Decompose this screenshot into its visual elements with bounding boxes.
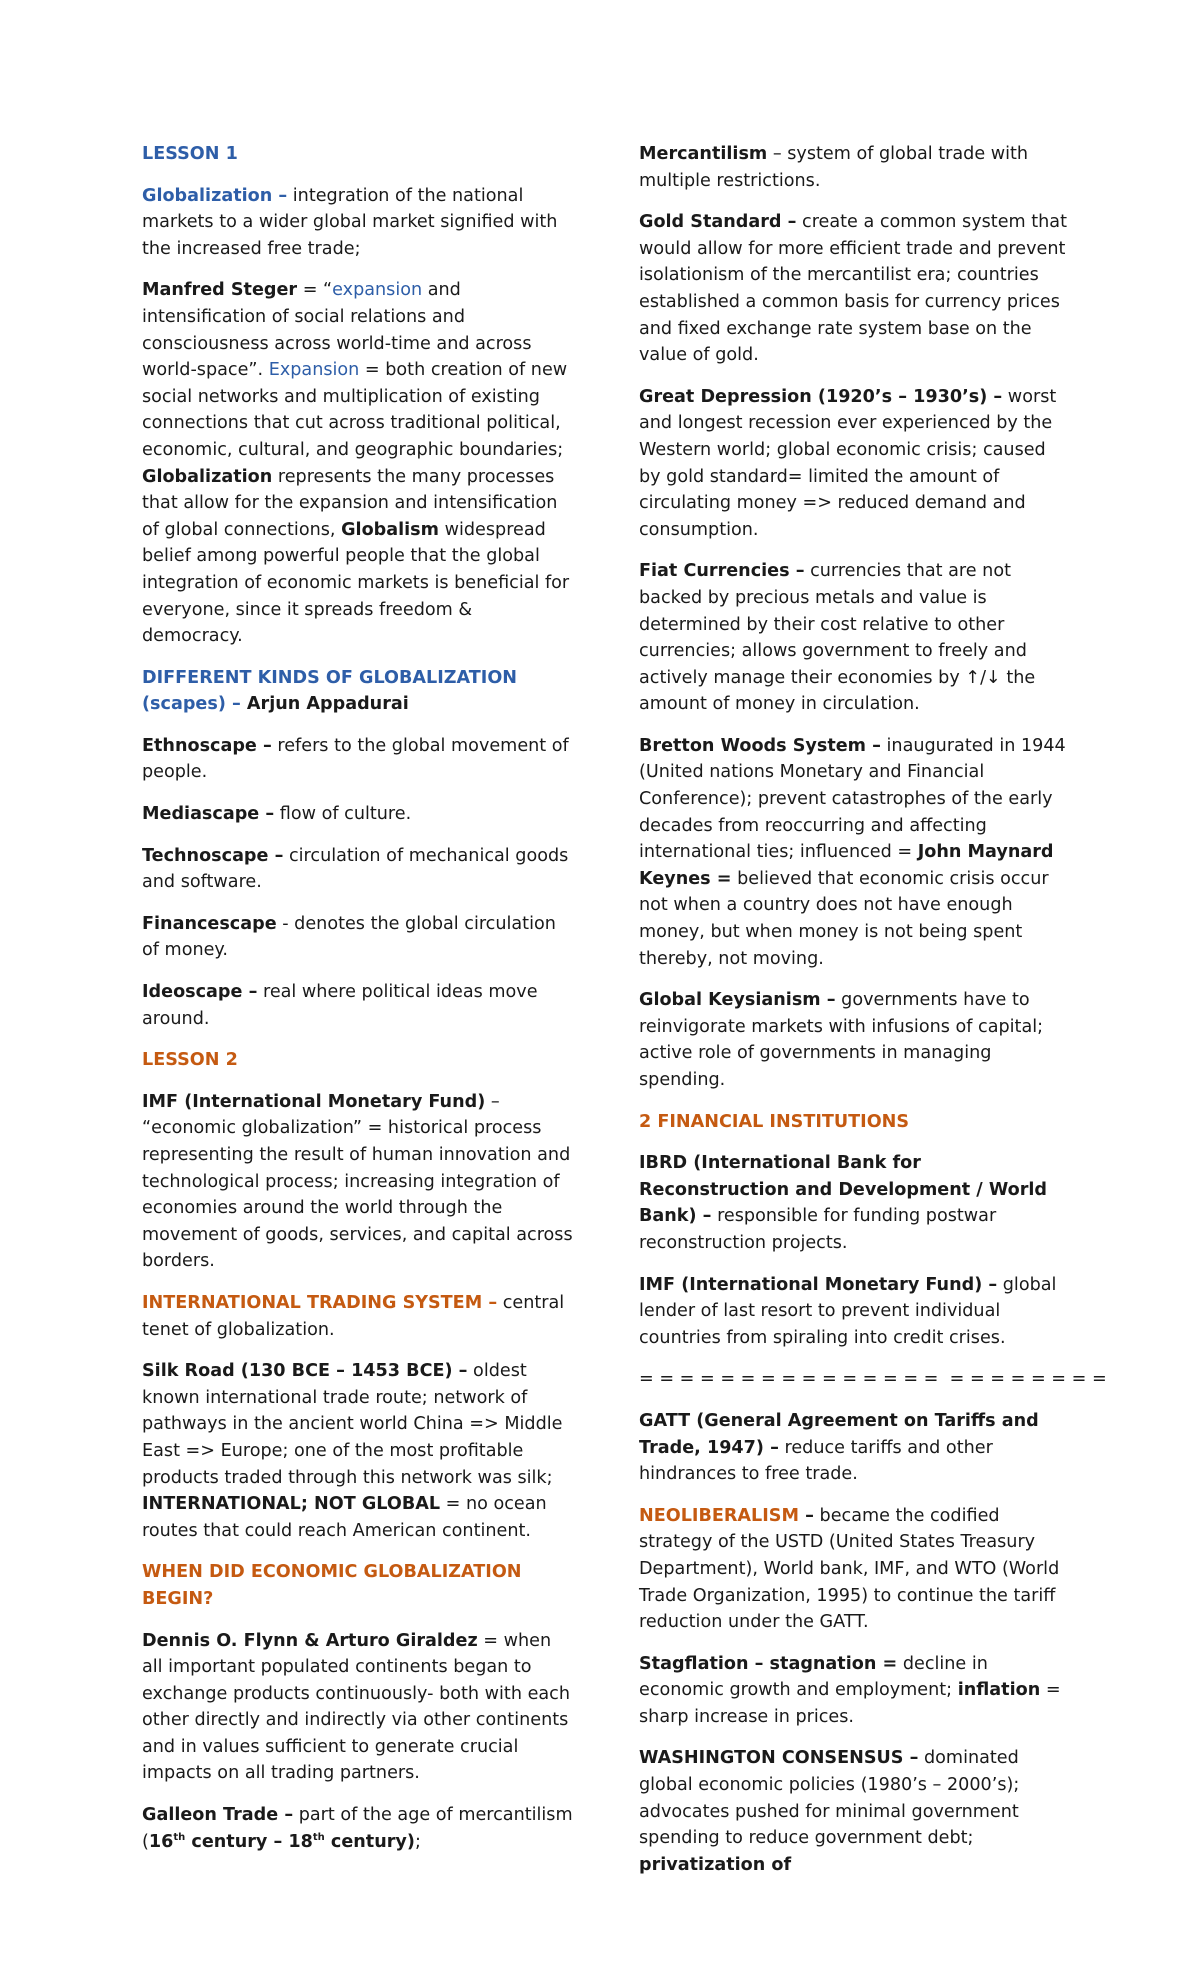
imf-econ-entry — [142, 1089, 574, 1275]
imf-definition: – “economic globalization” = historical process representing the result of human innovation and technological process; increasing integration of economies around the world through the movement of goods, services, and capital across borders. — [142, 1091, 573, 1272]
ibrd-entry — [639, 1150, 1071, 1256]
globalization-term: Globalization – — [142, 185, 288, 206]
right-column — [639, 141, 1107, 1893]
ethnoscape-definition: refers to the global movement of people. — [142, 735, 569, 783]
ideoscape-term: Ideoscape – — [142, 982, 258, 1003]
galleon-century-range — [149, 1832, 415, 1852]
trading-system-definition: central tenet of globalization. — [142, 1292, 565, 1340]
gold-standard-term: Gold Standard – — [639, 212, 797, 233]
washington-consensus-term: WASHINGTON CONSENSUS – — [639, 1748, 919, 1769]
neoliberalism-dash: – — [799, 1505, 814, 1526]
century-suffix-2: th — [312, 1831, 325, 1843]
steger-globalism: Globalism — [341, 519, 439, 540]
silk-road-term-2: INTERNATIONAL; NOT GLOBAL — [142, 1494, 441, 1515]
neoliberalism-entry — [639, 1503, 1071, 1636]
neoliberalism-definition: became the codified strategy of the USTD (United States Treasury Department), World bank, IMF, and WTO (World Trade Organization, 1995) to continue the tariff reduction under the GATT. — [639, 1505, 1060, 1633]
steger-entry — [142, 277, 574, 649]
stagflation-definition: decline in economic growth and employment; — [639, 1653, 988, 1701]
silk-road-definition-2: = no ocean routes that could reach American continent. — [142, 1494, 547, 1541]
century-middle: century – 18 — [185, 1831, 313, 1852]
keynes-term: John Maynard Keynes = — [639, 842, 1054, 889]
ibrd-term: IBRD (International Bank for Reconstruction and Development / World Bank) – — [639, 1153, 1048, 1227]
inflation-term: inflation — [957, 1680, 1041, 1701]
galleon-definition: part of the age of mercantilism ( — [142, 1805, 573, 1852]
section-divider: = = = = = = = = = = = = = = = = = = = = = = = — [639, 1369, 1107, 1390]
century-end: century) — [324, 1831, 415, 1852]
silk-road-term: Silk Road (130 BCE – 1453 BCE) – — [142, 1361, 468, 1382]
steger-text-4: represents the many processes that allow for the expansion and intensification of global connections, — [142, 466, 558, 540]
gatt-definition: reduce tariffs and other hindrances to free trade. — [639, 1437, 993, 1485]
galleon-entry — [142, 1802, 574, 1855]
silk-road-entry — [142, 1358, 574, 1544]
silk-road-definition: oldest known international trade route; network of pathways in the ancient world China => Middle East => Europe; one of the most profitable products traded through this network was silk; — [142, 1361, 563, 1488]
technoscape-definition: circulation of mechanical goods and software. — [142, 845, 569, 893]
globalization-definition: integration of the national markets to a wider global market signified with the increased free trade; — [142, 185, 558, 259]
mediascape-term: Mediascape – — [142, 804, 275, 825]
gatt-entry — [639, 1408, 1071, 1488]
mercantilism-term: Mercantilism — [639, 144, 768, 164]
financial-institutions-heading: 2 FINANCIAL INSTITUTIONS — [639, 1111, 910, 1132]
ethnoscape-term: Ethnoscape – — [142, 735, 272, 756]
ethnoscape-entry — [142, 733, 574, 786]
fiat-definition: currencies that are not backed by precious metals and value is determined by their cost relative to other currencies; allows government to freely and actively manage their economies by ↑/↓ the amount of money in circulation. — [639, 561, 1036, 715]
steger-text-2: and intensification of social relations and consciousness across world-time and across world-space”. — [142, 280, 532, 381]
scapes-author: Arjun Appadurai — [246, 694, 409, 715]
gatt-term: GATT (General Agreement on Tariffs and Trade, 1947) – — [639, 1410, 1039, 1458]
technoscape-entry — [142, 843, 574, 896]
steger-text-3: = both creation of new social networks and multiplication of existing connections that cut across traditional political, economic, cultural, and geographic boundaries; — [142, 360, 568, 460]
financescape-term: Financescape — [142, 913, 277, 934]
washington-consensus-entry — [639, 1745, 1071, 1878]
keynesianism-term: Global Keysianism – — [639, 990, 836, 1011]
mediascape-entry — [142, 801, 574, 828]
galleon-end: ; — [414, 1831, 421, 1852]
steger-text-1: = “ — [297, 280, 333, 301]
imf-term: IMF (International Monetary Fund) — [142, 1091, 486, 1112]
mercantilism-definition: – system of global trade with multiple restrictions. — [639, 144, 1029, 191]
globalization-entry — [142, 183, 574, 263]
ideoscape-definition: real where political ideas move around. — [142, 982, 538, 1029]
washington-consensus-definition: dominated global economic policies (1980’s – 2000’s); advocates pushed for minimal government spending to reduce government debt; — [639, 1748, 1020, 1849]
steger-expansion-1: expansion — [332, 280, 423, 301]
lesson-1-heading: LESSON 1 — [142, 144, 238, 164]
great-depression-entry — [639, 384, 1071, 544]
stagflation-entry — [639, 1651, 1071, 1731]
great-depression-term: Great Depression (1920’s – 1930’s) – — [639, 386, 1003, 407]
imf-lender-entry — [639, 1272, 1071, 1352]
fiat-term: Fiat Currencies – — [639, 561, 805, 582]
century-start: 16 — [148, 1831, 174, 1852]
trading-system-entry — [142, 1290, 574, 1343]
gold-standard-entry — [639, 209, 1071, 369]
financescape-definition: - denotes the global circulation of money. — [142, 913, 556, 961]
scapes-heading — [142, 665, 574, 718]
neoliberalism-term: NEOLIBERALISM — [639, 1505, 799, 1526]
flynn-entry — [142, 1628, 574, 1788]
financescape-entry — [142, 911, 574, 964]
bretton-woods-entry — [639, 733, 1071, 972]
steger-globalization: Globalization — [142, 466, 273, 487]
fiat-entry — [639, 558, 1071, 718]
ibrd-definition: responsible for funding postwar reconstruction projects. — [639, 1206, 997, 1253]
century-suffix-1: th — [173, 1831, 186, 1843]
flynn-term: Dennis O. Flynn & Arturo Giraldez — [142, 1630, 478, 1651]
lesson-2-heading: LESSON 2 — [142, 1050, 238, 1071]
mediascape-definition: flow of culture. — [274, 804, 412, 825]
ideoscape-entry — [142, 979, 574, 1032]
keynes-definition: believed that economic crisis occur not when a country does not have enough money, but when money is not being spent thereby, not moving. — [639, 868, 1049, 969]
great-depression-definition: worst and longest recession ever experienced by the Western world; global economic crisis; caused by gold standard= limited the amount of circulating money => reduced demand and consumption. — [639, 386, 1057, 540]
inflation-definition: = sharp increase in prices. — [639, 1680, 1061, 1727]
imf-lender-term: IMF (International Monetary Fund) – — [639, 1274, 998, 1295]
left-column — [142, 141, 574, 1870]
keynesianism-definition: governments have to reinvigorate markets with infusions of capital; active role of governments in managing spending. — [639, 990, 1044, 1090]
flynn-definition: = when all important populated continents began to exchange products continuously- both with each other directly and indirectly via other continents and in values sufficient to generate crucial impacts on all trading partners. — [142, 1630, 570, 1784]
bretton-woods-term: Bretton Woods System – — [639, 735, 881, 756]
scapes-title: DIFFERENT KINDS OF GLOBALIZATION (scapes) – — [142, 667, 518, 715]
steger-term: Manfred Steger — [142, 280, 298, 301]
mercantilism-entry — [639, 141, 1071, 194]
technoscape-term: Technoscape – — [142, 845, 284, 866]
steger-expansion-2: Expansion — [268, 360, 360, 381]
privatization-term: privatization of — [639, 1854, 792, 1875]
keynesianism-entry — [639, 987, 1071, 1093]
galleon-term: Galleon Trade – — [142, 1805, 294, 1826]
stagflation-term: Stagflation – stagnation = — [639, 1653, 898, 1674]
bretton-woods-definition: inaugurated in 1944 (United nations Monetary and Financial Conference); prevent catastrophes of the early decades from reoccurring and affecting international ties; influenced = — [639, 735, 1066, 863]
gold-standard-definition: create a common system that would allow for more efficient trade and prevent isolationism of the mercantilist era; countries established a common basis for currency prices and fixed exchange rate system base on the value of gold. — [639, 212, 1067, 366]
trading-system-term: INTERNATIONAL TRADING SYSTEM – — [142, 1292, 498, 1313]
steger-text-5: widespread belief among powerful people that the global integration of economic markets is beneficial for everyone, since it spreads freedom & democracy. — [142, 519, 570, 647]
imf-lender-definition: global lender of last resort to prevent individual countries from spiraling into credit crises. — [639, 1274, 1057, 1348]
when-globalization-heading: WHEN DID ECONOMIC GLOBALIZATION BEGIN? — [142, 1562, 522, 1609]
